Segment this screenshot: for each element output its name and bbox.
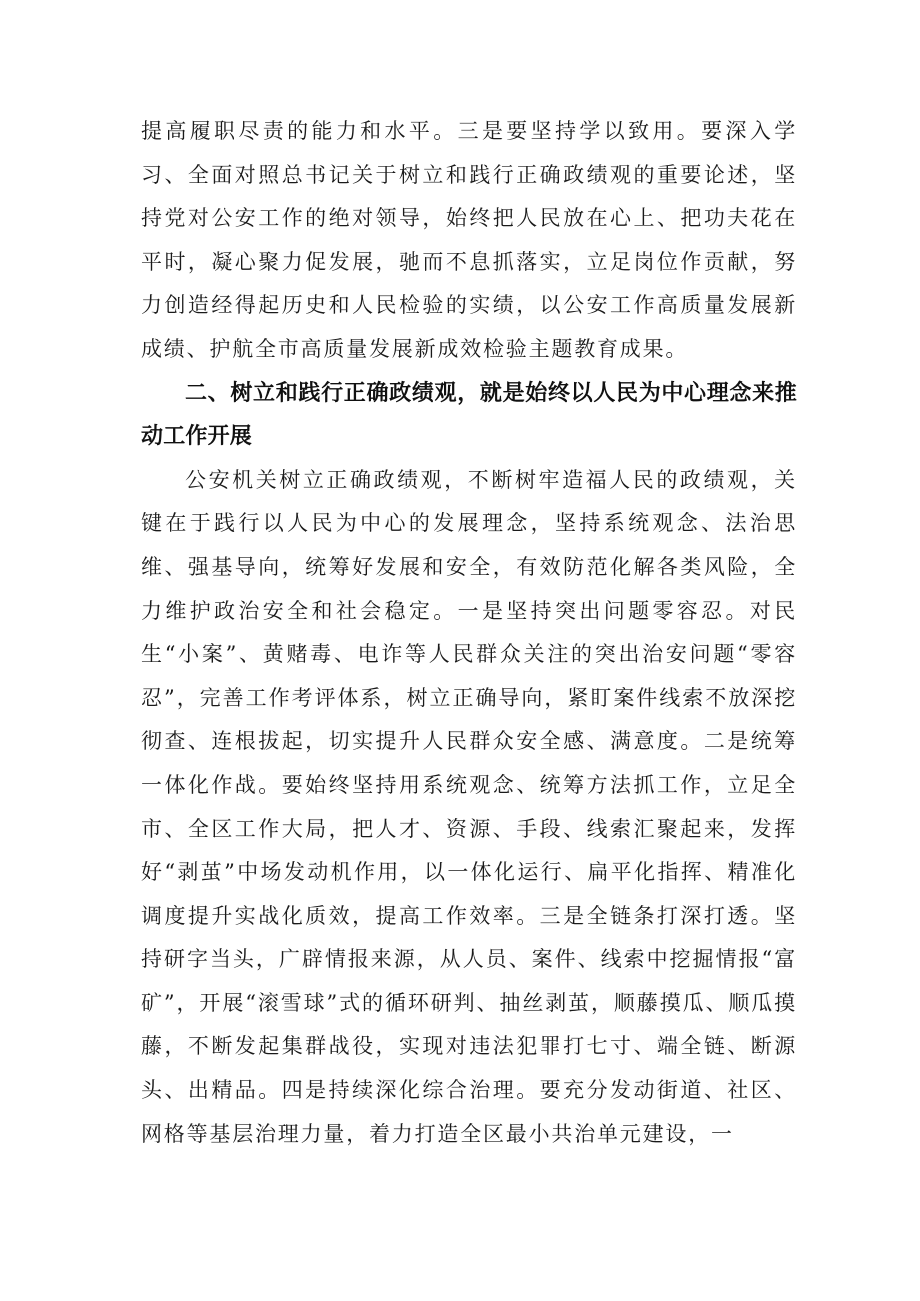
- body-paragraph-2: 公安机关树立正确政绩观，不断树牢造福人民的政绩观，关键在于践行以人民为中心的发展理念，坚持系统观念、法治思维、强基导向，统筹好发展和安全，有效防范化解各类风险，全力维护政治安全和社会稳定。一是坚持突出问题零容忍。对民生“小案”、黄赌毒、电诈等人民群众关注的突出治安问题“零容忍”，完善工作考评体系，树立正确导向，紧盯案件线索不放深挖彻查、连根拔起，切实提升人民群众安全感、满意度。二是统筹一体化作战。要始终坚持用系统观念、统筹方法抓工作，立足全市、全区工作大局，把人才、资源、手段、线索汇聚起来，发挥好“剥茧”中场发动机作用，以一体化运行、扁平化指挥、精准化调度提升实战化质效，提高工作效率。三是全链条打深打透。坚持研字当头，广辟情报来源，从人员、案件、线索中挖掘情报“富矿”，开展“滚雪球”式的循环研判、抽丝剥茧，顺藤摸瓜、顺瓜摸藤，不断发起集群战役，实现对违法犯罪打七寸、端全链、断源头、出精品。四是持续深化综合治理。要充分发动街道、社区、网格等基层治理力量，着力打造全区最小共治单元建设，一: [141, 467, 797, 1146]
- document-body: [141, 110, 797, 1156]
- section-heading-2: 二、树立和践行正确政绩观，就是始终以人民为中心理念来推动工作开展: [141, 380, 797, 450]
- body-paragraph-1: 提高履职尽责的能力和水平。三是要坚持学以致用。要深入学习、全面对照总书记关于树立和践行正确政绩观的重要论述，坚持党对公安工作的绝对领导，始终把人民放在心上、把功夫花在平时，凝心聚力促发展，驰而不息抓落实，立足岗位作贡献，努力创造经得起历史和人民检验的实绩，以公安工作高质量发展新成绩、护航全市高质量发展新成效检验主题教育成果。: [141, 119, 797, 361]
